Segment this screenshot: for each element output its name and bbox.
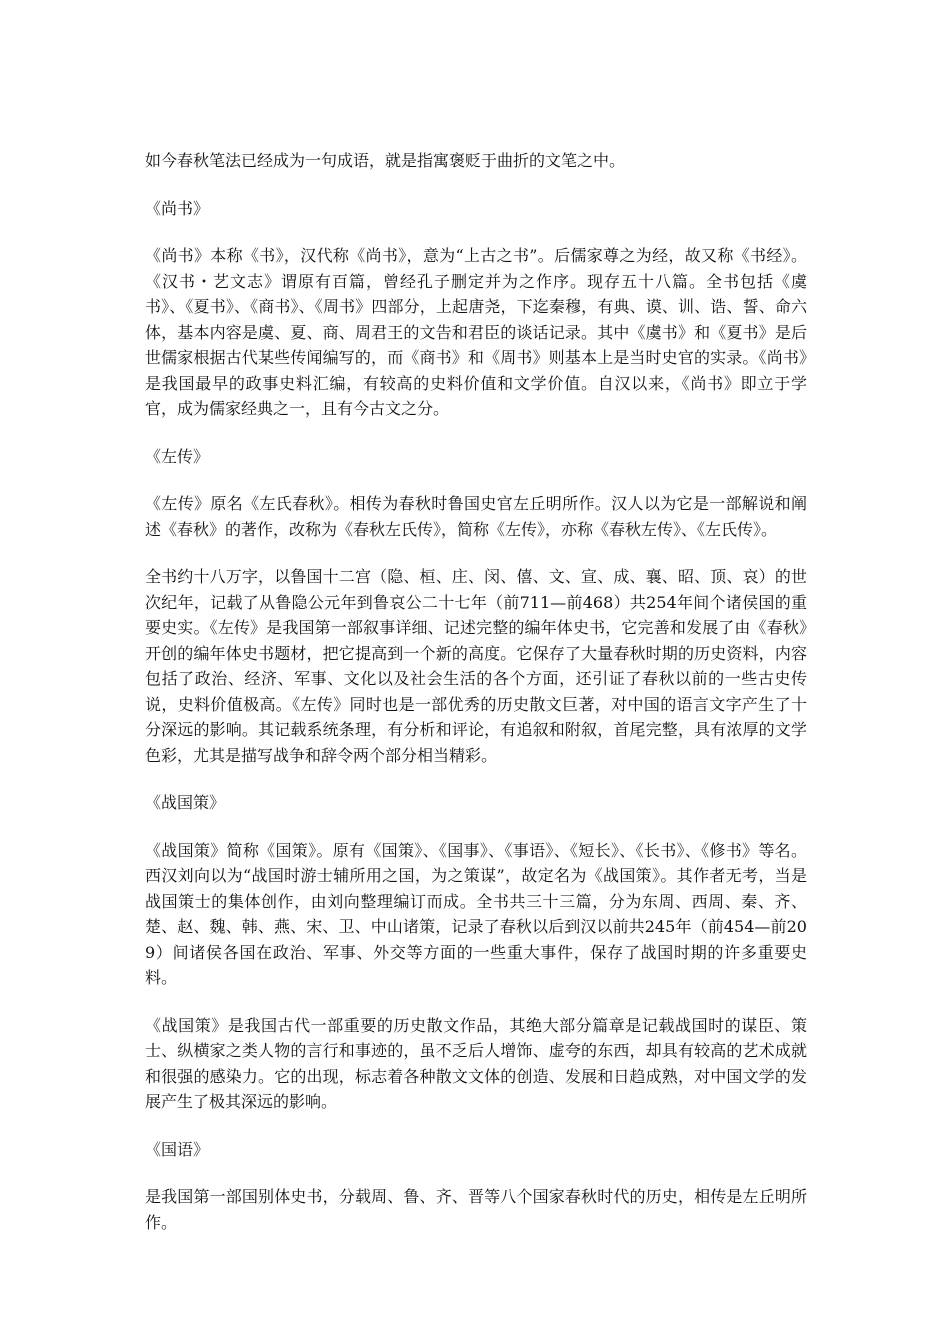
paragraph-guoyu: 是我国第一部国别体史书，分载周、鲁、齐、晋等八个国家春秋时代的历史，相传是左丘明所作。 xyxy=(145,1187,807,1232)
paragraph-zhanguoce-2: 《战国策》是我国古代一部重要的历史散文作品，其绝大部分篇章是记载战国时的谋臣、策士、纵横家之类人物的言行和事迹的，虽不乏后人增饰、虚夸的东西，却具有较高的艺术成就和很强的感染力。它的出现，标志着各种散文文体的创造、发展和日趋成熟，对中国文学的发展产生了极其深远的影响。 xyxy=(145,1015,807,1111)
heading-guoyu: 《国语》 xyxy=(145,1139,210,1159)
paragraph-zhanguoce-1: 《战国策》简称《国策》。原有《国策》、《国事》、《事语》、《短长》、《长书》、《修书》等名。西汉刘向以为“战国时游士辅所用之国，为之策谋”，故定名为《战国策》。其作者无考，当是战国策士的集体创作，由刘向整理编订而成。全书共三十三篇，分为东周、西周、秦、齐、楚、赵、魏、韩、燕、宋、卫、中山诸策，记录了春秋以后到汉以前共245年（前454—前209）间诸侯各国在政治、军事、外交等方面的一些重大事件，保存了战国时期的许多重要史料。 xyxy=(145,840,807,987)
paragraph-shangshu: 《尚书》本称《书》，汉代称《尚书》，意为“上古之书”。后儒家尊之为经，故又称《书经》。《汉书・艺文志》谓原有百篇，曾经孔子删定并为之作序。现存五十八篇。全书包括《虞书》、《夏书》、《商书》、《周书》四部分，上起唐尧，下迄秦穆，有典、谟、训、诰、誓、命六体，基本内容是虞、夏、商、周君王的文告和君臣的谈话记录。其中《虞书》和《夏书》是后世儒家根据古代某些传闻编写的，而《商书》和《周书》则基本上是当时史官的实录。《尚书》是我国最早的政事史料汇编，有较高的史料价值和文学价值。自汉以来，《尚书》即立于学官，成为儒家经典之一，且有今古文之分。 xyxy=(145,246,807,418)
heading-zhanguoce: 《战国策》 xyxy=(145,793,226,812)
document-body xyxy=(145,148,807,1235)
heading-shangshu: 《尚书》 xyxy=(145,198,210,218)
paragraph-zuozhuan-2: 全书约十八万字，以鲁国十二宫（隐、桓、庄、闵、僖、文、宣、成、襄、昭、顶、哀）的世次纪年，记载了从鲁隐公元年到鲁哀公二十七年（前711—前468）共254年间个诸侯国的重要史实。《左传》是我国第一部叙事详细、记述完整的编年体史书，它完善和发展了由《春秋》开创的编年体史书题材，把它提高到一个新的高度。它保存了大量春秋时期的历史资料，内容包括了政治、经济、军事、文化以及社会生活的各个方面，还引证了春秋以前的一些古史传说，史料价值极高。《左传》同时也是一部优秀的历史散文巨著，对中国的语言文字产生了十分深远的影响。其记载系统条理，有分析和评论，有追叙和附叙，首尾完整，具有浓厚的文学色彩，尤其是描写战争和辞令两个部分相当精彩。 xyxy=(145,567,807,765)
paragraph-zuozhuan-1: 《左传》原名《左氏春秋》。相传为春秋时鲁国史官左丘明所作。汉人以为它是一部解说和阐述《春秋》的著作，改称为《春秋左氏传》，简称《左传》，亦称《春秋左传》、《左氏传》。 xyxy=(145,494,807,539)
paragraph-intro: 如今春秋笔法已经成为一句成语，就是指寓褒贬于曲折的文笔之中。 xyxy=(145,151,626,170)
heading-zuozhuan: 《左传》 xyxy=(145,446,210,466)
